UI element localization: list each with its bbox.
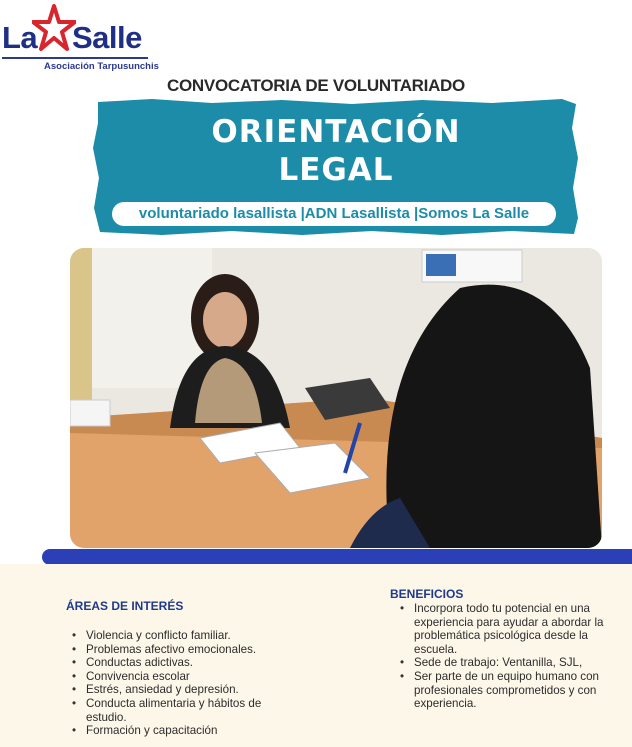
banner-tagline: voluntariado lasallista |ADN Lasallista |Somos La Salle (112, 202, 556, 226)
beneficios-heading: BENEFICIOS (390, 587, 464, 601)
list-item: • Conductas adictivas. (70, 656, 290, 670)
volunteer-photo (70, 248, 602, 548)
photo-illustration (70, 248, 602, 548)
banner-title-line1: ORIENTACIÓN (211, 114, 461, 150)
areas-heading: ÁREAS DE INTERÉS (66, 599, 184, 613)
list-item: • Estrés, ansiedad y depresión. (70, 683, 290, 697)
page-heading: CONVOCATORIA DE VOLUNTARIADO (167, 76, 465, 95)
list-item: • Conducta alimentaria y hábitos de estudio. (70, 697, 290, 724)
list-item: • Ser parte de un equipo humano con profesionales comprometidos y con experiencia. (398, 670, 610, 711)
logo-divider (2, 57, 148, 59)
banner-title-line2: LEGAL (278, 152, 394, 188)
title-banner (92, 98, 580, 236)
logo-text-salle: Salle (72, 20, 142, 55)
beneficios-list (398, 602, 610, 711)
list-item: • Violencia y conflicto familiar. (70, 629, 290, 643)
la-salle-logo (0, 4, 160, 74)
logo-subtitle: Asociación Tarpusunchis (44, 61, 159, 72)
logo-text-la: La (2, 20, 38, 55)
list-item: • Formación y capacitación (70, 724, 290, 738)
blue-divider-band (42, 549, 632, 565)
star-icon (32, 4, 76, 52)
areas-list (70, 629, 290, 738)
list-item: • Sede de trabajo: Ventanilla, SJL, (398, 656, 610, 670)
list-item: • Convivencia escolar (70, 670, 290, 684)
list-item: • Incorpora todo tu potencial en una experiencia para ayudar a abordar la problemática psicológica desde la escuela. (398, 602, 610, 656)
list-item: • Problemas afectivo emocionales. (70, 643, 290, 657)
